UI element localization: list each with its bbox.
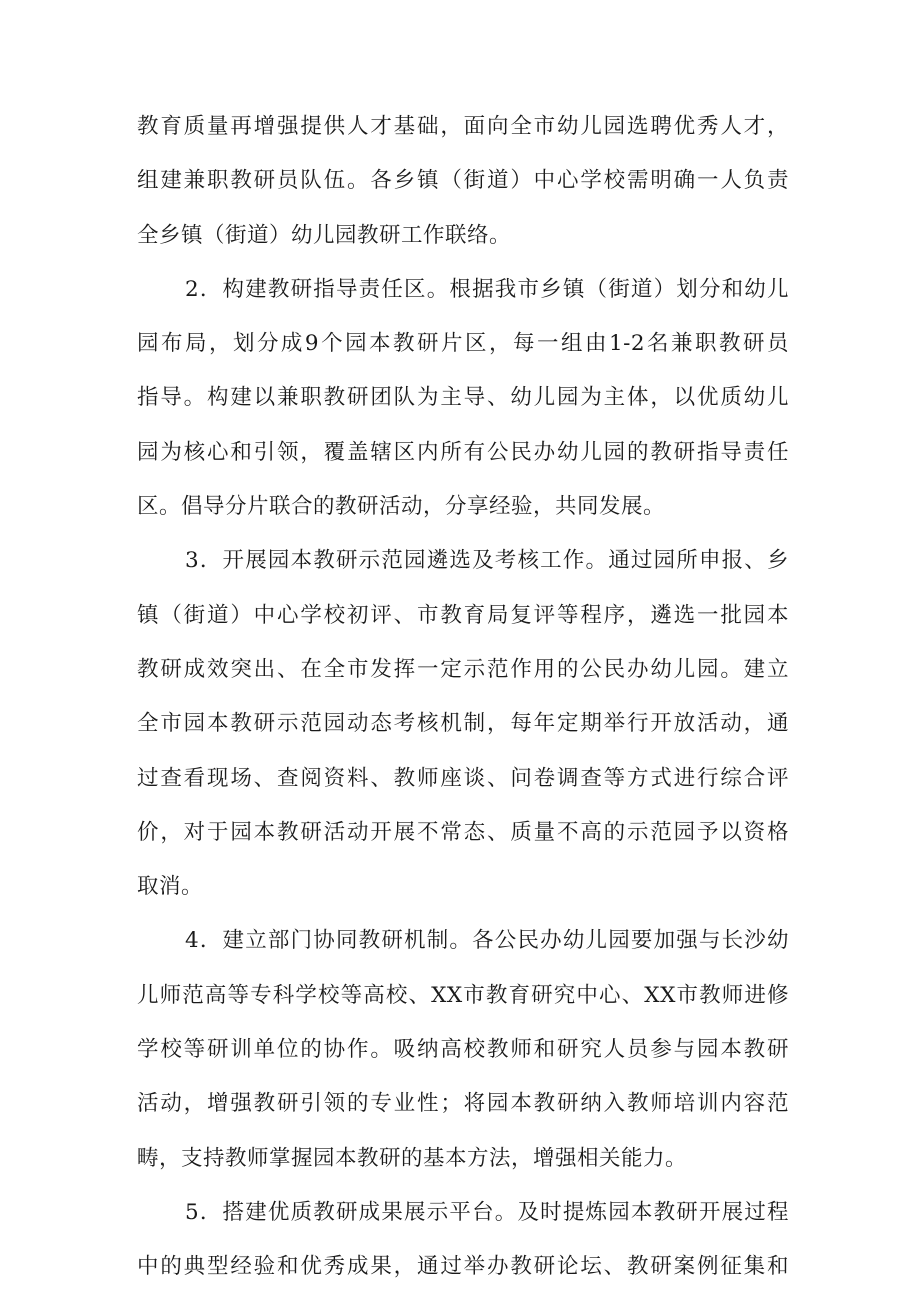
text-line: 儿师范高等专科学校等高校、XX市教育研究中心、XX市教师进修: [137, 982, 789, 1008]
document-page: [137, 100, 789, 1295]
paragraph-first-line: 5．搭建优质教研成果展示平台。及时提炼园本教研开展过程: [185, 1199, 789, 1225]
text-line: 取消。: [137, 874, 204, 900]
text-line: 教研成效突出、在全市发挥一定示范作用的公民办幼儿园。建立: [137, 656, 789, 682]
text-line: 畴，支持教师掌握园本教研的基本方法，增强相关能力。: [137, 1145, 688, 1171]
text-line: 活动，增强教研引领的专业性；将园本教研纳入教师培训内容范: [137, 1091, 789, 1117]
text-line: 价，对于园本教研活动开展不常态、质量不高的示范园予以资格: [137, 819, 789, 845]
paragraph-first-line: 2．构建教研指导责任区。根据我市乡镇（街道）划分和幼儿: [185, 276, 789, 302]
text-line: 中的典型经验和优秀成果，通过举办教研论坛、教研案例征集和: [137, 1254, 789, 1280]
paragraph-first-line: 3．开展园本教研示范园遴选及考核工作。通过园所申报、乡: [185, 548, 789, 574]
text-line: 全市园本教研示范园动态考核机制，每年定期举行开放活动，通: [137, 711, 789, 737]
text-line: 镇（街道）中心学校初评、市教育局复评等程序，遴选一批园本: [137, 602, 789, 628]
text-line: 区。倡导分片联合的教研活动，分享经验，共同发展。: [137, 494, 666, 520]
text-line: 教育质量再增强提供人才基础，面向全市幼儿园选聘优秀人才，: [137, 114, 789, 139]
text-line: 组建兼职教研员队伍。各乡镇（街道）中心学校需明确一人负责: [137, 168, 789, 194]
text-line: 园为核心和引领，覆盖辖区内所有公民办幼儿园的教研指导责任: [137, 439, 789, 465]
text-line: 过查看现场、查阅资料、教师座谈、问卷调查等方式进行综合评: [137, 765, 789, 791]
text-line: 指导。构建以兼职教研团队为主导、幼儿园为主体，以优质幼儿: [137, 385, 789, 411]
text-line: 园布局，划分成9个园本教研片区，每一组由1-2名兼职教研员: [137, 331, 789, 357]
text-line: 学校等研训单位的协作。吸纳高校教师和研究人员参与园本教研: [137, 1037, 789, 1063]
text-line: 全乡镇（街道）幼儿园教研工作联络。: [137, 222, 512, 248]
paragraph-first-line: 4．建立部门协同教研机制。各公民办幼儿园要加强与长沙幼: [185, 928, 789, 954]
